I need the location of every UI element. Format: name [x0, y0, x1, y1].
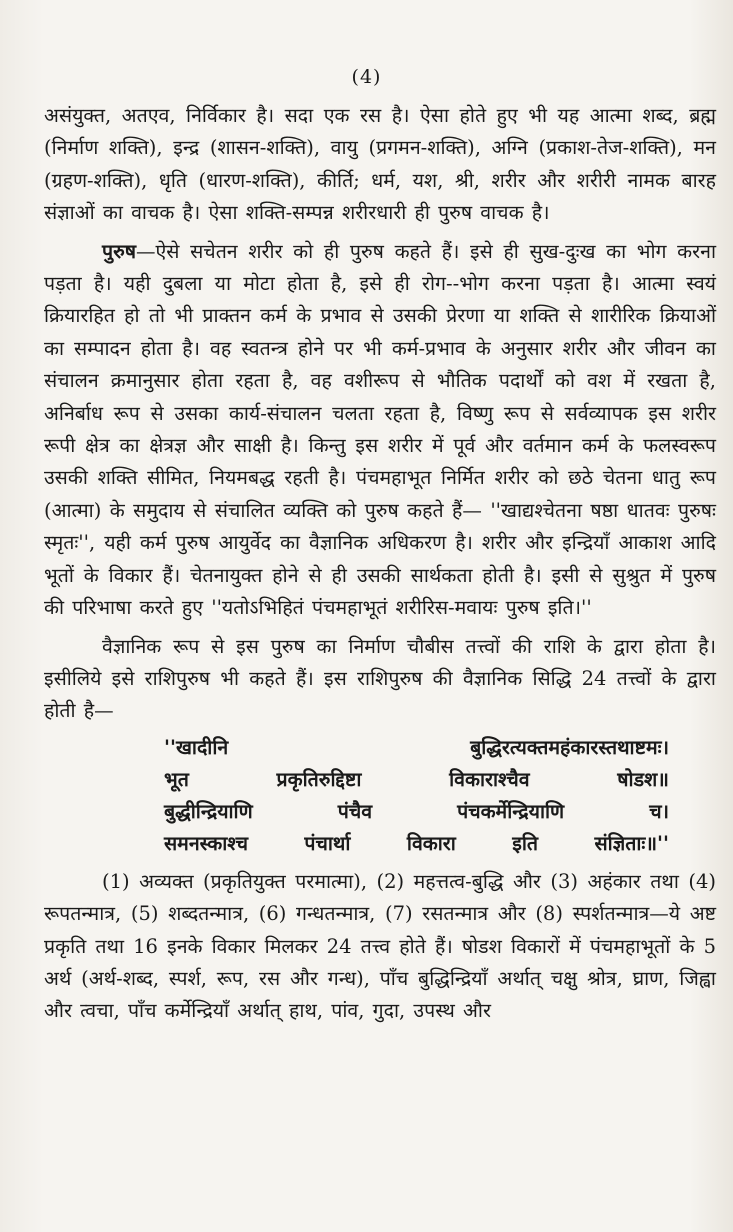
- paragraph-rashipurush: वैज्ञानिक रूप से इस पुरुष का निर्माण चौबीस तत्त्वों की राशि के द्वारा होता है। इसीलिये इसे राशिपुरुष भी कहते हैं। इस राशिपुरुष की वैज्ञानिक सिद्धि 24 तत्त्वों के द्वारा होती है—: [44, 634, 716, 723]
- page-body: [44, 100, 716, 1028]
- paragraph-tattva-list: (1) अव्यक्त (प्रकृतियुक्त परमात्मा), (2) महत्तत्व-बुद्धि और (3) अहंकार तथा (4) रूपतन्मात्र, (5) शब्दतन्मात्र, (6) गन्धतन्मात्र, (7) रसतन्मात्र और (8) स्पर्शतन्मात्र—ये अष्ट प्रकृति तथा 16 इनके विकार मिलकर 24 तत्त्व होते हैं। षोडश विकारों में पंचमहाभूतों के 5 अर्थ (अर्थ-शब्द, स्पर्श, रूप, रस और गन्ध), पाँच बुद्धिन्द्रियाँ अर्थात् चक्षु श्रोत्र, घ्राण, जिह्वा और त्वचा, पाँच कर्मेन्द्रियाँ अर्थात् हाथ, पांव, गुदा, उपस्थ और: [44, 869, 716, 1023]
- page-number: (4): [351, 66, 382, 88]
- verse-word: इति: [512, 831, 539, 855]
- verse-word: समनस्काश्च: [164, 831, 248, 855]
- verse-word: संज्ञिताः॥'': [594, 831, 669, 855]
- paragraph-atma: असंयुक्त, अतएव, निर्विकार है। सदा एक रस है। ऐसा होते हुए भी यह आत्मा शब्द, ब्रह्म (निर्माण शक्ति), इन्द्र (शासन-शक्ति), वायु (प्रगमन-शक्ति), अग्नि (प्रकाश-तेज-शक्ति), मन (ग्रहण-शक्ति), धृति (धारण-शक्ति), कीर्ति; धर्म, यश, श्री, शरीर और शरीरी नामक बारह संज्ञाओं का वाचक है। ऐसा शक्ति-सम्पन्न शरीरधारी ही पुरुष वाचक है।: [44, 104, 716, 225]
- verse-word: भूत: [164, 767, 189, 791]
- verse-word: विकारा: [406, 831, 456, 855]
- verse-word: च।: [649, 799, 669, 823]
- purush-heading: पुरुष: [102, 239, 137, 263]
- verse-line-2: [164, 764, 669, 796]
- sanskrit-verse: [164, 732, 669, 860]
- purush-text: —ऐसे सचेतन शरीर को ही पुरुष कहते हैं। इसे ही सुख-दुःख का भोग करना पड़ता है। यही दुबला या मोटा होता है, इसे ही रोग--भोग करना पड़ता है। आत्मा स्वयं क्रियारहित हो तो भी प्राक्तन कर्म के प्रभाव से उसकी प्रेरणा या शक्ति से शारीरिक क्रियाओं का सम्पादन होता है। वह स्वतन्त्र होने पर भी कर्म-प्रभाव के अनुसार शरीर और जीवन का संचालन क्रमानुसार होता रहता है, वह वशीरूप से भौतिक पदार्थों को वश में रखता है, अनिर्बाध रूप से उसका कार्य-संचालन चलता रहता है, विष्णु रूप से सर्वव्यापक इस शरीर रूपी क्षेत्र का क्षेत्रज्ञ और साक्षी है। किन्तु इस शरीर में पूर्व और वर्तमान कर्म के फलस्वरूप उसकी शक्ति सीमित, नियमबद्ध रहती है। पंचमहाभूत निर्मित शरीर को छठे चेतना धातु रूप (आत्मा) के समुदाय से संचालित व्यक्ति को पुरुष कहते हैं— ''खाद्यश्चेतना षष्ठा धातवः पुरुषः स्मृतः'', यही कर्म पुरुष आयुर्वेद का वैज्ञानिक अधिकरण है। शरीर और इन्द्रियाँ आकाश आदि भूतों के विकार हैं। चेतनायुक्त होने से ही उसकी सार्थकता होती है। इसी से सुश्रुत में पुरुष की परिभाषा करते हुए ''यतोऽभिहितं पंचमहाभूतं शरीरिस-मवायः पुरुष इति।'': [44, 239, 716, 620]
- verse-word: ''खादीनि: [164, 735, 229, 759]
- verse-line-1: [164, 732, 669, 764]
- paragraph-purush: [44, 236, 716, 625]
- verse-word: पंचकर्मेन्द्रियाणि: [457, 799, 565, 823]
- verse-line-3: [164, 796, 669, 828]
- verse-word: प्रकृतिरुद्दिष्टा: [276, 767, 362, 791]
- verse-line-4: [164, 828, 669, 860]
- verse-word: विकाराश्चैव: [449, 767, 530, 791]
- verse-word: बुद्धीन्द्रियाणि: [164, 799, 253, 823]
- verse-word: पंचैव: [337, 799, 373, 823]
- verse-word: पंचार्था: [304, 831, 351, 855]
- verse-word: षोडश॥: [617, 767, 669, 791]
- verse-word: बुद्धिरत्यक्तमहंकारस्तथाष्टमः।: [470, 735, 669, 759]
